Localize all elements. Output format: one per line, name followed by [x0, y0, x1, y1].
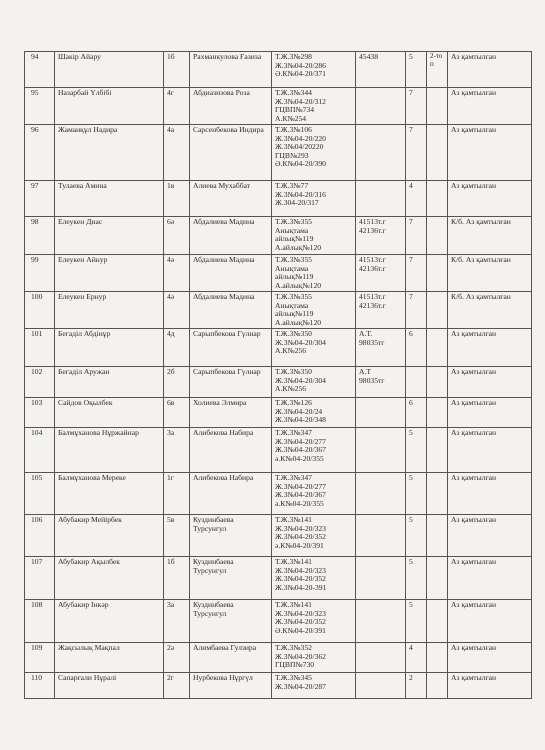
status-text: Аз қамтылған: [448, 88, 532, 125]
status-text: Аз қамтылған: [448, 125, 532, 181]
family-members: 6: [406, 329, 427, 367]
table-row: [25, 398, 532, 428]
group-mark: [427, 600, 448, 643]
family-members: 7: [406, 255, 427, 292]
teacher-name: Куздинбаева Турсунгул: [190, 600, 272, 643]
row-number: 102: [25, 367, 55, 398]
student-name: Абубакир Інкәр: [55, 600, 164, 643]
table-row: [25, 217, 532, 255]
document-numbers: Т.Ж.3№141 Ж.3№04-20/323 Ж.3№04-20/352 Ж.3№04-20-391: [272, 557, 356, 600]
table-row: [25, 255, 532, 292]
document-numbers: Т.Ж.3№298 Ж.3№04-20/286 Ә.К№04-20/371: [272, 52, 356, 88]
income-amount: А.Т 98035тг: [356, 367, 406, 398]
table-row: [25, 329, 532, 367]
student-name: Абубакир Мейірбек: [55, 515, 164, 557]
income-amount: [356, 181, 406, 217]
teacher-name: Алимбаева Гулзира: [190, 643, 272, 673]
class-grade: 4ә: [164, 292, 190, 329]
row-number: 108: [25, 600, 55, 643]
table-row: [25, 473, 532, 515]
row-number: 103: [25, 398, 55, 428]
class-grade: 4ә: [164, 255, 190, 292]
document-numbers: Т.Ж.3№141 Ж.3№04-20/323 Ж.3№04-20/352 ә.К№04-20/391: [272, 515, 356, 557]
group-mark: [427, 515, 448, 557]
student-name: Сапарғали Нұралі: [55, 673, 164, 699]
group-mark: [427, 673, 448, 699]
teacher-name: Абдалиева Мадина: [190, 255, 272, 292]
teacher-name: Абдиазизова Роза: [190, 88, 272, 125]
income-amount: [356, 398, 406, 428]
table-row: [25, 673, 532, 699]
row-number: 100: [25, 292, 55, 329]
teacher-name: Алибекова Набира: [190, 473, 272, 515]
class-grade: 2г: [164, 673, 190, 699]
income-amount: А.Т. 98035тг: [356, 329, 406, 367]
family-members: 5: [406, 600, 427, 643]
student-name: Тулаева Амина: [55, 181, 164, 217]
document-numbers: Т.Ж.3№126 Ж.3№04-20/24 Ж.3№04-20/348: [272, 398, 356, 428]
family-members: 5: [406, 428, 427, 473]
student-name: Шакір Айару: [55, 52, 164, 88]
income-amount: [356, 643, 406, 673]
row-number: 101: [25, 329, 55, 367]
teacher-name: Куздинбаева Турсунгул: [190, 557, 272, 600]
class-grade: 1г: [164, 473, 190, 515]
document-numbers: Т.Ж.3№350 Ж.3№04-20/304 А.К№256: [272, 367, 356, 398]
row-number: 107: [25, 557, 55, 600]
class-grade: 2ә: [164, 643, 190, 673]
income-amount: [356, 600, 406, 643]
group-mark: [427, 292, 448, 329]
status-text: Аз қамтылған: [448, 367, 532, 398]
row-number: 110: [25, 673, 55, 699]
student-name: Жақсылық Мақпал: [55, 643, 164, 673]
group-mark: 2-то п: [427, 52, 448, 88]
status-text: К/б. Аз қамтылған: [448, 292, 532, 329]
family-members: 7: [406, 125, 427, 181]
group-mark: [427, 473, 448, 515]
student-name: Назарбай Үлбібі: [55, 88, 164, 125]
row-number: 97: [25, 181, 55, 217]
document-numbers: Т.Ж.3№352 Ж.3№04-20/362 ГЦВП№730: [272, 643, 356, 673]
table-row: [25, 292, 532, 329]
student-name: Жаманқұл Надира: [55, 125, 164, 181]
family-members: 5: [406, 515, 427, 557]
income-amount: [356, 88, 406, 125]
document-numbers: Т.Ж.3№77 Ж.3№04-20/316 Ж.304-20/317: [272, 181, 356, 217]
student-name: Бегаділ Аружан: [55, 367, 164, 398]
document-numbers: Т.Ж.3№355 Анықтама айлық№119 А.айлық№120: [272, 255, 356, 292]
group-mark: [427, 643, 448, 673]
family-members: 7: [406, 217, 427, 255]
document-numbers: Т.Ж.3№106 Ж.3№04-20/220 Ж.3№04/20220 ГЦВ№293 Ә.К№04-20/390: [272, 125, 356, 181]
document-numbers: Т.Ж.3№344 Ж.3№04-20/312 ГЦВП№734 А.К№254: [272, 88, 356, 125]
status-text: Аз қамтылған: [448, 181, 532, 217]
teacher-name: Холиева Элмира: [190, 398, 272, 428]
table-row: [25, 515, 532, 557]
group-mark: [427, 398, 448, 428]
row-number: 94: [25, 52, 55, 88]
income-amount: 41513т.г 42136т.г: [356, 217, 406, 255]
class-grade: 6в: [164, 398, 190, 428]
document-numbers: Т.Ж.3№345 Ж.3№04-20/287: [272, 673, 356, 699]
status-text: К/б. Аз қамтылған: [448, 255, 532, 292]
group-mark: [427, 125, 448, 181]
table-row: [25, 367, 532, 398]
student-name: Елеукен Диас: [55, 217, 164, 255]
row-number: 104: [25, 428, 55, 473]
status-text: Аз қамтылған: [448, 428, 532, 473]
row-number: 95: [25, 88, 55, 125]
family-members: 5: [406, 557, 427, 600]
income-amount: 41513т.г 42136т.г: [356, 292, 406, 329]
table-row: [25, 557, 532, 600]
income-amount: [356, 673, 406, 699]
teacher-name: Куздинбаева Турсунгул: [190, 515, 272, 557]
table-row: [25, 600, 532, 643]
table-row: [25, 52, 532, 88]
status-text: Аз қамтылған: [448, 473, 532, 515]
status-text: Аз қамтылған: [448, 515, 532, 557]
registry-table: [24, 51, 532, 699]
student-name: Абубакир Ақылбек: [55, 557, 164, 600]
family-members: 5: [406, 473, 427, 515]
class-grade: 4д: [164, 329, 190, 367]
document-numbers: Т.Ж.3№355 Анықтама айлық№119 А.айлық№120: [272, 217, 356, 255]
group-mark: [427, 428, 448, 473]
document-numbers: Т.Ж.3№350 Ж.3№04-20/304 А.К№256: [272, 329, 356, 367]
group-mark: [427, 367, 448, 398]
group-mark: [427, 181, 448, 217]
teacher-name: Рахманкулова Ғазиза: [190, 52, 272, 88]
class-grade: 4а: [164, 125, 190, 181]
document-numbers: Т.Ж.3№355 Анықтама айлық№119 А.айлық№120: [272, 292, 356, 329]
income-amount: 45438: [356, 52, 406, 88]
student-name: Балмұханова Нұржайнар: [55, 428, 164, 473]
status-text: Аз қамтылған: [448, 643, 532, 673]
family-members: 7: [406, 292, 427, 329]
row-number: 98: [25, 217, 55, 255]
student-name: Балмұханова Мереке: [55, 473, 164, 515]
group-mark: [427, 329, 448, 367]
table-row: [25, 181, 532, 217]
student-name: Елеукен Айнур: [55, 255, 164, 292]
table-row: [25, 125, 532, 181]
status-text: Аз қамтылған: [448, 673, 532, 699]
row-number: 96: [25, 125, 55, 181]
row-number: 109: [25, 643, 55, 673]
family-members: 7: [406, 88, 427, 125]
class-grade: 5в: [164, 515, 190, 557]
table-row: [25, 428, 532, 473]
teacher-name: Абдалиева Мадина: [190, 292, 272, 329]
teacher-name: Сарыпбекова Гүлнар: [190, 367, 272, 398]
row-number: 106: [25, 515, 55, 557]
income-amount: [356, 428, 406, 473]
teacher-name: Сарыпбекова Гүлнар: [190, 329, 272, 367]
income-amount: [356, 125, 406, 181]
teacher-name: Алиева Мухаббат: [190, 181, 272, 217]
family-members: 6: [406, 398, 427, 428]
class-grade: 3а: [164, 428, 190, 473]
group-mark: [427, 255, 448, 292]
group-mark: [427, 88, 448, 125]
teacher-name: Абдалиева Мадина: [190, 217, 272, 255]
class-grade: 2б: [164, 367, 190, 398]
student-name: Елеукен Ернур: [55, 292, 164, 329]
status-text: Аз қамтылған: [448, 398, 532, 428]
row-number: 105: [25, 473, 55, 515]
family-members: [406, 367, 427, 398]
status-text: Аз қамтылған: [448, 329, 532, 367]
family-members: 5: [406, 52, 427, 88]
row-number: 99: [25, 255, 55, 292]
class-grade: 1б: [164, 557, 190, 600]
class-grade: 4г: [164, 88, 190, 125]
family-members: 4: [406, 643, 427, 673]
class-grade: 1в: [164, 181, 190, 217]
family-members: 2: [406, 673, 427, 699]
document-numbers: Т.Ж.3№347 Ж.3№04-20/277 Ж.3№04-20/367 ә.К№04-20/355: [272, 428, 356, 473]
table-row: [25, 643, 532, 673]
group-mark: [427, 217, 448, 255]
status-text: К/б. Аз қамтылған: [448, 217, 532, 255]
table-row: [25, 88, 532, 125]
teacher-name: Сарсенбекова Индира: [190, 125, 272, 181]
status-text: Аз қамтылған: [448, 600, 532, 643]
document-numbers: Т.Ж.3№347 Ж.3№04-20/277 Ж.3№04-20/367 ә.К№04-20/355: [272, 473, 356, 515]
student-name: Бегаділ Абдінұр: [55, 329, 164, 367]
income-amount: 41513т.г 42136т.г: [356, 255, 406, 292]
teacher-name: Алибекова Набира: [190, 428, 272, 473]
income-amount: [356, 473, 406, 515]
class-grade: 1б: [164, 52, 190, 88]
document-numbers: Т.Ж.3№141 Ж.3№04-20/323 Ж.3№04-20/352 Ә.К№04-20/391: [272, 600, 356, 643]
family-members: 4: [406, 181, 427, 217]
status-text: Аз қамтылған: [448, 52, 532, 88]
class-grade: 6ә: [164, 217, 190, 255]
status-text: Аз қамтылған: [448, 557, 532, 600]
income-amount: [356, 515, 406, 557]
student-name: Сайдов Оқылбек: [55, 398, 164, 428]
group-mark: [427, 557, 448, 600]
income-amount: [356, 557, 406, 600]
teacher-name: Нурбекова Нұргүл: [190, 673, 272, 699]
class-grade: 3а: [164, 600, 190, 643]
